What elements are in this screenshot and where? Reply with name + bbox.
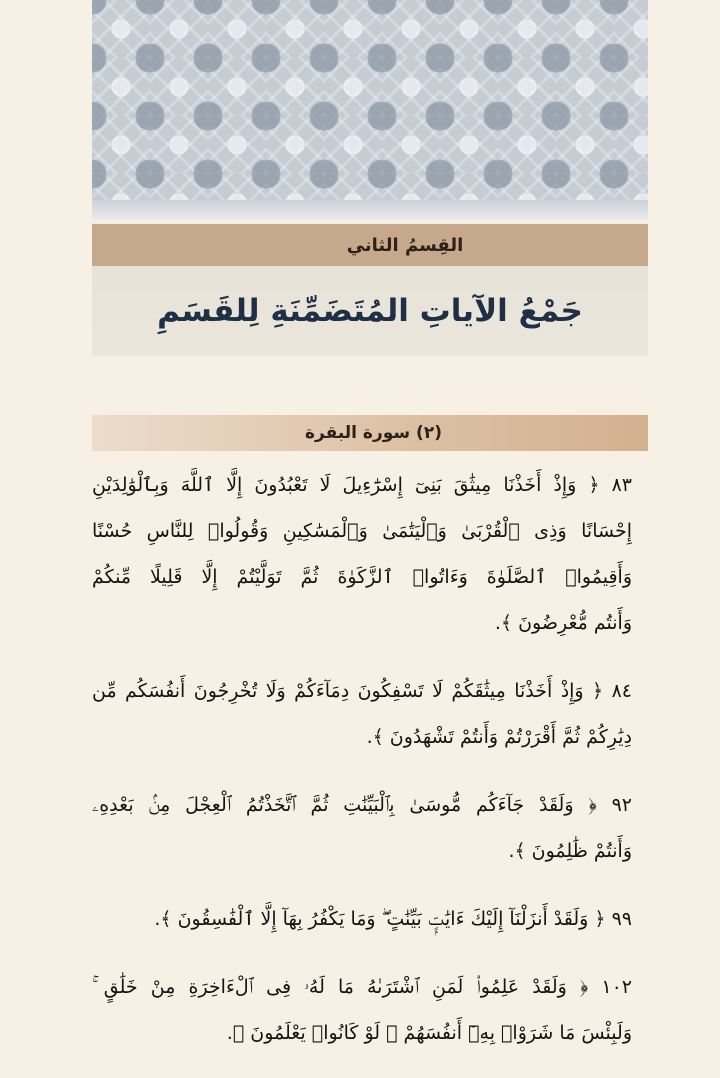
title-band [92,266,648,356]
verse-line: وَأَقِيمُوا۟ ٱلصَّلَوٰةَ وَءَاتُوا۟ ٱلزَّكَوٰةَ ثُمَّ تَوَلَّيْتُمْ إِلَّا قَلِيلًا مِّنكُمْ [92,566,632,588]
verse-line: دِيَٰرِكُمْ ثُمَّ أَقْرَرْتُمْ وَأَنتُمْ تَشْهَدُونَ ﴾. [366,726,632,748]
section-label-band [92,222,648,266]
verse-line: ٨٣ ﴿ وَإِذْ أَخَذْنَا مِيثَٰقَ بَنِىٓ إِسْرَٰٓءِيلَ لَا تَعْبُدُونَ إِلَّا ٱللَّهَ وَبِٱلْوَٰلِدَيْنِ [92,474,632,496]
surah-heading: (٢) سورة البقرة [305,423,442,443]
verse-102 [92,964,632,1056]
verse-92 [92,782,632,874]
verse-line: ١٠٢ ﴿ وَلَقَدْ عَلِمُوا۟ لَمَنِ ٱشْتَرَىٰهُ مَا لَهُۥ فِى ٱلْءَاخِرَةِ مِنْ خَلَٰقٍ ۚ [92,976,632,998]
verse-line: وَأَنتُمْ ظَٰلِمُونَ ﴾. [508,840,632,862]
page-title: جَمْعُ الآياتِ المُتَضَمِّنَةِ لِلقَسَمِ [157,293,583,329]
verse-line: ٨٤ ﴿ وَإِذْ أَخَذْنَا مِيثَٰقَكُمْ لَا تَسْفِكُونَ دِمَآءَكُمْ وَلَا تُخْرِجُونَ أَنفُسَكُم مِّن [92,680,632,702]
verse-line: إِحْسَانًا وَذِى ٱلْقُرْبَىٰ وَٱلْيَتَٰمَىٰ وَٱلْمَسَٰكِينِ وَقُولُوا۟ لِلنَّاسِ حُسْنًا [92,520,632,542]
verse-99 [92,896,632,942]
surah-heading-band [92,415,648,451]
verse-line: ٩٩ ﴿ وَلَقَدْ أَنزَلْنَآ إِلَيْكَ ءَايَٰتٍۭ بَيِّنَٰتٍ ۖ وَمَا يَكْفُرُ بِهَآ إِلَّا ٱلْفَٰسِقُونَ ﴾. [154,908,632,930]
section-label: القِسمُ الثاني [346,234,464,256]
pattern-divider [92,200,648,220]
verse-line: ٩٢ ﴿ وَلَقَدْ جَآءَكُم مُّوسَىٰ بِٱلْبَيِّنَٰتِ ثُمَّ ٱتَّخَذْتُمُ ٱلْعِجْلَ مِنۢ بَعْدِهِۦ [92,794,632,816]
decorative-pattern-header [92,0,648,218]
verse-line: وَأَنتُم مُّعْرِضُونَ ﴾. [494,612,632,634]
verses-block [92,462,632,1078]
verse-83 [92,462,632,646]
verse-line: وَلَبِئْسَ مَا شَرَوْا۟ بِهِۦٓ أَنفُسَهُمْ ۚ لَوْ كَانُوا۟ يَعْلَمُونَ ﴾. [226,1022,632,1044]
verse-84 [92,668,632,760]
